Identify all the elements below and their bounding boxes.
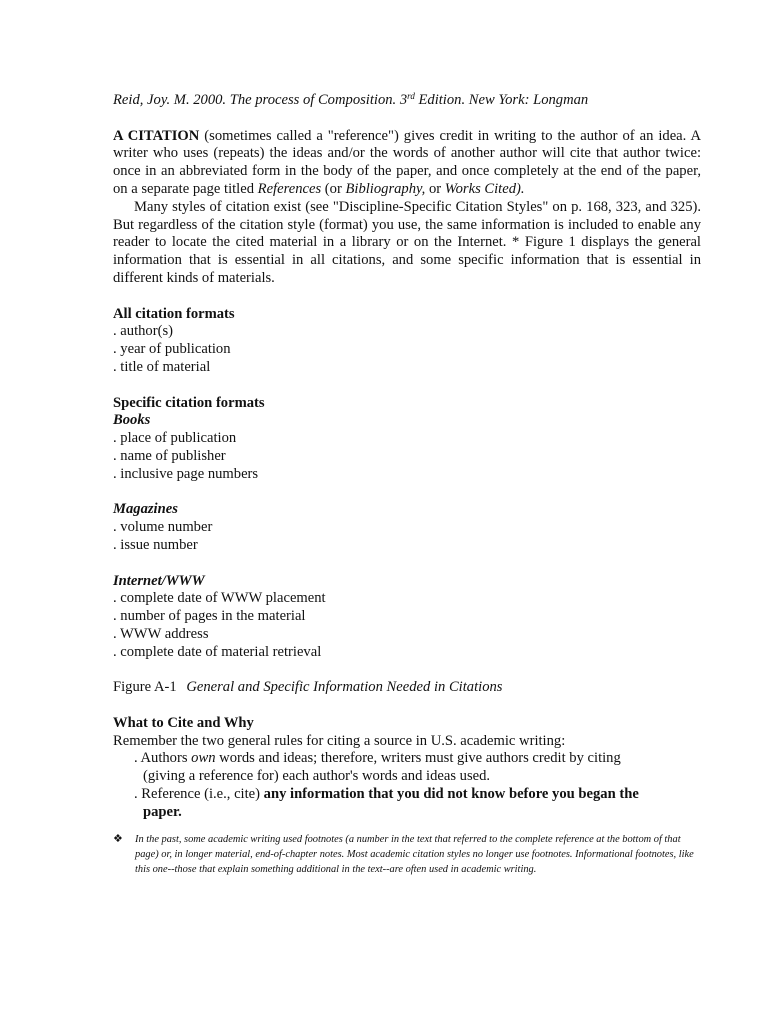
list-item: . place of publication — [113, 430, 237, 447]
list-item: . number of pages in the material — [113, 608, 306, 625]
references-term: References — [257, 180, 322, 197]
figure-label: Figure A-1 — [113, 679, 177, 696]
all-formats-list — [113, 323, 701, 376]
rule-1-text-a: . Authors — [134, 750, 192, 767]
intro-text-c: or — [425, 180, 445, 197]
reference-line — [113, 92, 701, 110]
rule-1-own: own — [191, 750, 216, 767]
books-list — [113, 430, 701, 483]
reference-text-end: Edition. New York: Longman — [414, 92, 589, 108]
rule-2-bold-a: any information that you did not know before you began the — [263, 786, 639, 803]
internet-heading: Internet/WWW — [113, 572, 205, 589]
intro-paragraph-2: Many styles of citation exist (see "Discipline-Specific Citation Styles" on p. 168, 323, and 325). But regardless of the citation style (format) you use, the same information is included to enable any reader to locate the cited material in a library or on the Internet. * Figure 1 displays the general information that is essential in all citations, and some specific information that is essential in different kinds of materials. — [113, 198, 701, 286]
page-content — [113, 92, 701, 877]
list-item: . complete date of material retrieval — [113, 643, 322, 660]
intro-text-a: (sometimes called a "reference") gives credit in writing to the author of an idea. A writer who uses (repeats) the ideas and/or the words of another author will cite that author twice: once in an abbreviated form in the body of the paper, and once completely at the end of the paper, on a separate page titled — [113, 127, 701, 197]
works-cited-term: Works Cited). — [444, 180, 525, 197]
all-formats-heading: All citation formats — [113, 305, 235, 322]
list-item: . title of material — [113, 358, 211, 375]
reference-superscript: rd — [407, 91, 415, 101]
rule-1-continuation: (giving a reference for) each author's words and ideas used. — [143, 768, 491, 785]
list-item: . author(s) — [113, 323, 173, 340]
footnote — [113, 832, 701, 877]
citation-term: A CITATION — [113, 127, 200, 144]
list-item: . WWW address — [113, 625, 209, 642]
bibliography-term: Bibliography, — [345, 180, 426, 197]
rule-1 — [113, 750, 701, 768]
footnote-text: In the past, some academic writing used footnotes (a number in the text that referred to the complete reference at the bottom of that page) or, in longer material, end-of-chapter notes. Most academic citation styles no longer use footnotes. Informational footnotes, like this one--those that explain something additional in the text--are often used in academic writing. — [135, 833, 694, 875]
internet-list — [113, 590, 701, 661]
rule-2-text-a: . Reference (i.e., cite) — [134, 786, 264, 803]
specific-formats-heading: Specific citation formats — [113, 394, 265, 411]
diamond-bullet-icon: ❖ — [113, 831, 123, 845]
what-to-cite-heading: What to Cite and Why — [113, 714, 254, 731]
list-item: . inclusive page numbers — [113, 465, 259, 482]
books-heading: Books — [113, 412, 151, 429]
rule-2 — [113, 786, 701, 804]
figure-caption — [113, 679, 701, 697]
list-item: . complete date of WWW placement — [113, 590, 326, 607]
list-item: . year of publication — [113, 341, 231, 358]
what-to-cite-intro: Remember the two general rules for citing a source in U.S. academic writing: — [113, 732, 566, 749]
reference-text: Reid, Joy. M. 2000. The process of Composition. 3 — [113, 92, 408, 108]
intro-text-b: (or — [321, 180, 346, 197]
intro-paragraph-1 — [113, 128, 701, 199]
list-item: . volume number — [113, 519, 213, 536]
figure-title: General and Specific Information Needed in Citations — [186, 679, 503, 696]
rule-1-text-b: words and ideas; therefore, writers must give authors credit by citing — [215, 750, 621, 767]
rule-2-continuation: paper. — [143, 803, 182, 820]
list-item: . name of publisher — [113, 447, 226, 464]
magazines-heading: Magazines — [113, 501, 178, 518]
list-item: . issue number — [113, 536, 198, 553]
magazines-list — [113, 519, 701, 555]
